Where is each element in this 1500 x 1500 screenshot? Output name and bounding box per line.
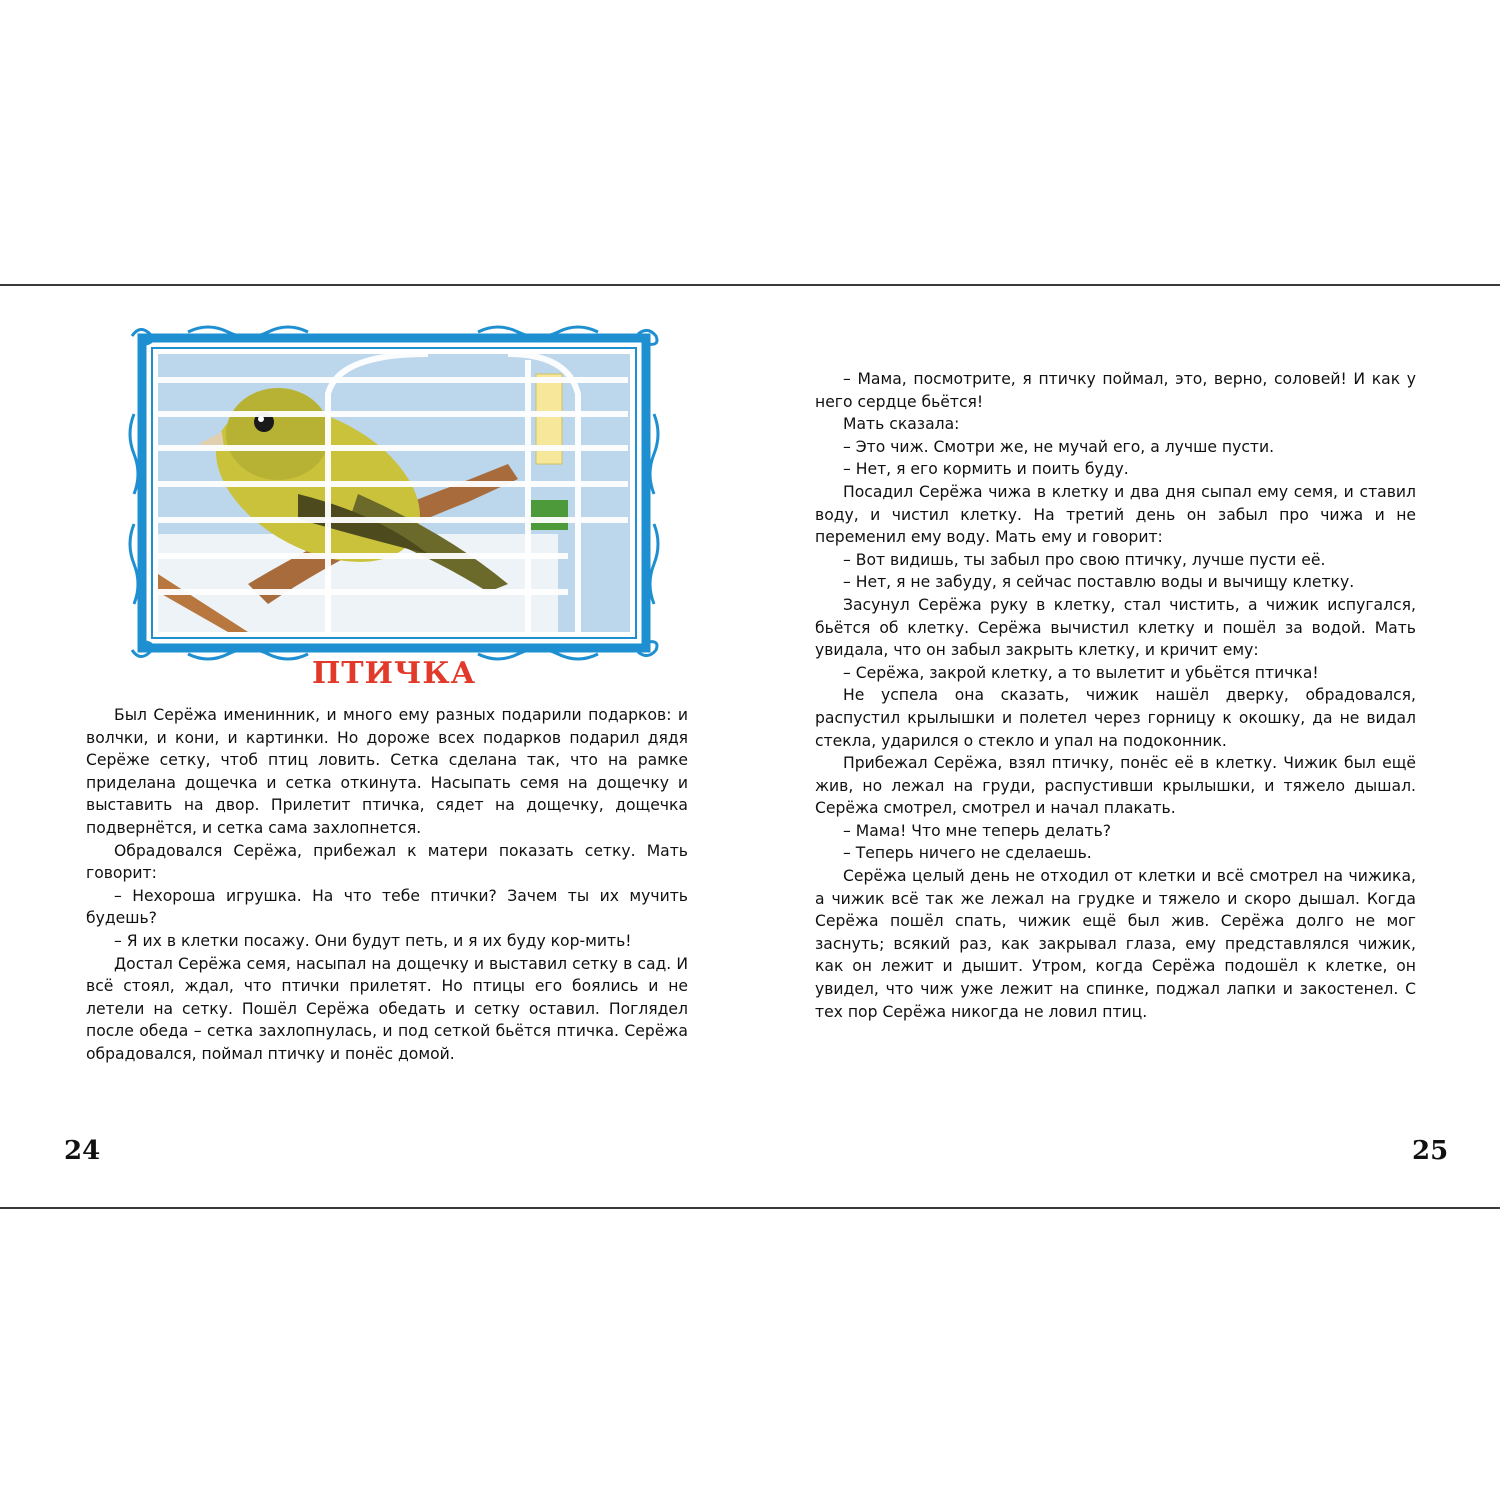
paragraph: – Вот видишь, ты забыл про свою птичку, лучше пусти её. (843, 550, 1326, 569)
paragraph: Не успела она сказать, чижик нашёл дверку, обрадовался, распустил крылышки и полетел через горницу к окошку, да не видал стекла, ударился о стекло и упал на подоконник. (815, 686, 1416, 750)
left-page-text (86, 704, 688, 1066)
right-page-text (815, 368, 1416, 1023)
page-number-left: 24 (64, 1136, 101, 1166)
story-title: ПТИЧКА (311, 656, 477, 691)
paragraph: Прибежал Серёжа, взял птичку, понёс её в клетку. Чижик был ещё жив, но лежал на груди, распустивши крылышки, и тяжело дышал. Серёжа смотрел, смотрел и начал плакать. (815, 754, 1416, 818)
paragraph: – Мама! Что мне теперь делать? (843, 821, 1112, 840)
page-right (750, 284, 1500, 1207)
paragraph: – Я их в клетки посажу. Они будут петь, и я их буду кор-мить! (114, 931, 632, 950)
paragraph: – Серёжа, закрой клетку, а то вылетит и убьётся птичка! (843, 663, 1319, 682)
paragraph: – Нет, я не забуду, я сейчас поставлю воды и вычищу клетку. (843, 573, 1355, 592)
page-number-right: 25 (1412, 1136, 1449, 1166)
paragraph: Обрадовался Серёжа, прибежал к матери показать сетку. Мать говорит: (86, 841, 688, 883)
paragraph: Был Серёжа именинник, и много ему разных подарили подарков: и волчки, и кони, и картинки. Но дороже всех подарков подарил дядя Серёже сетку, чтоб птиц ловить. Сетка сделана так, что на рамке приделана дощечка и сетка откинута. Насыпать семя на дощечку и выставить на двор. Прилетит птичка, сядет на дощечку, дощечка подвернётся, и сетка сама захлопнется. (86, 706, 688, 837)
illustration-frame (128, 324, 660, 662)
paragraph: Серёжа целый день не отходил от клетки и всё смотрел на чижика, а чижик всё так же лежал на грудке и тяжело и скоро дышал. Когда Серёжа пошёл спать, чижик ещё был жив. Серёжа долго не мог заснуть; всякий раз, как закрывал глаза, ему представлялся чижик, как он лежит и дышит. Утром, когда Серёжа подошёл к клетке, он увидел, что чиж уже лежит на спинке, поджал лапки и закостенел. С тех пор Серёжа никогда не ловил птиц. (815, 867, 1416, 1021)
paragraph: Посадил Серёжа чижа в клетку и два дня сыпал ему семя, и ставил воду, и чистил клетку. На третий день он забыл про чижа и не переменил ему воду. Мать ему и говорит: (815, 482, 1416, 547)
paragraph: – Мама, посмотрите, я птичку поймал, это, верно, соловей! И как у него сердце бьётся! (815, 370, 1416, 411)
paragraph: – Это чиж. Смотри же, не мучай его, а лучше пусти. (843, 437, 1275, 456)
paragraph: – Теперь ничего не сделаешь. (843, 844, 1092, 863)
paragraph: Достал Серёжа семя, насыпал на дощечку и выставил сетку в сад. И всё стоял, ждал, что птички прилетят. Но птицы его боялись и не летели на сетку. Пошёл Серёжа обедать и сетку оставил. Поглядел после обеда – сетка захлопнулась, и под сеткой бьётся птичка. Серёжа обрадовался, поймал птичку и понёс домой. (86, 954, 688, 1063)
paragraph: – Нехороша игрушка. На что тебе птички? Зачем ты их мучить будешь? (86, 886, 688, 928)
paragraph: Мать сказала: (843, 415, 960, 434)
bird-cage-illustration (128, 324, 660, 662)
paragraph: – Нет, я его кормить и поить буду. (843, 460, 1129, 479)
bottom-rule (0, 1207, 1500, 1209)
paragraph: Засунул Серёжа руку в клетку, стал чистить, а чижик испугался, бьётся об клетку. Серёжа вычистил клетку и пошёл за водой. Мать увидала, что он забыл закрыть клетку, и кричит ему: (815, 595, 1416, 660)
page-left (0, 284, 750, 1207)
